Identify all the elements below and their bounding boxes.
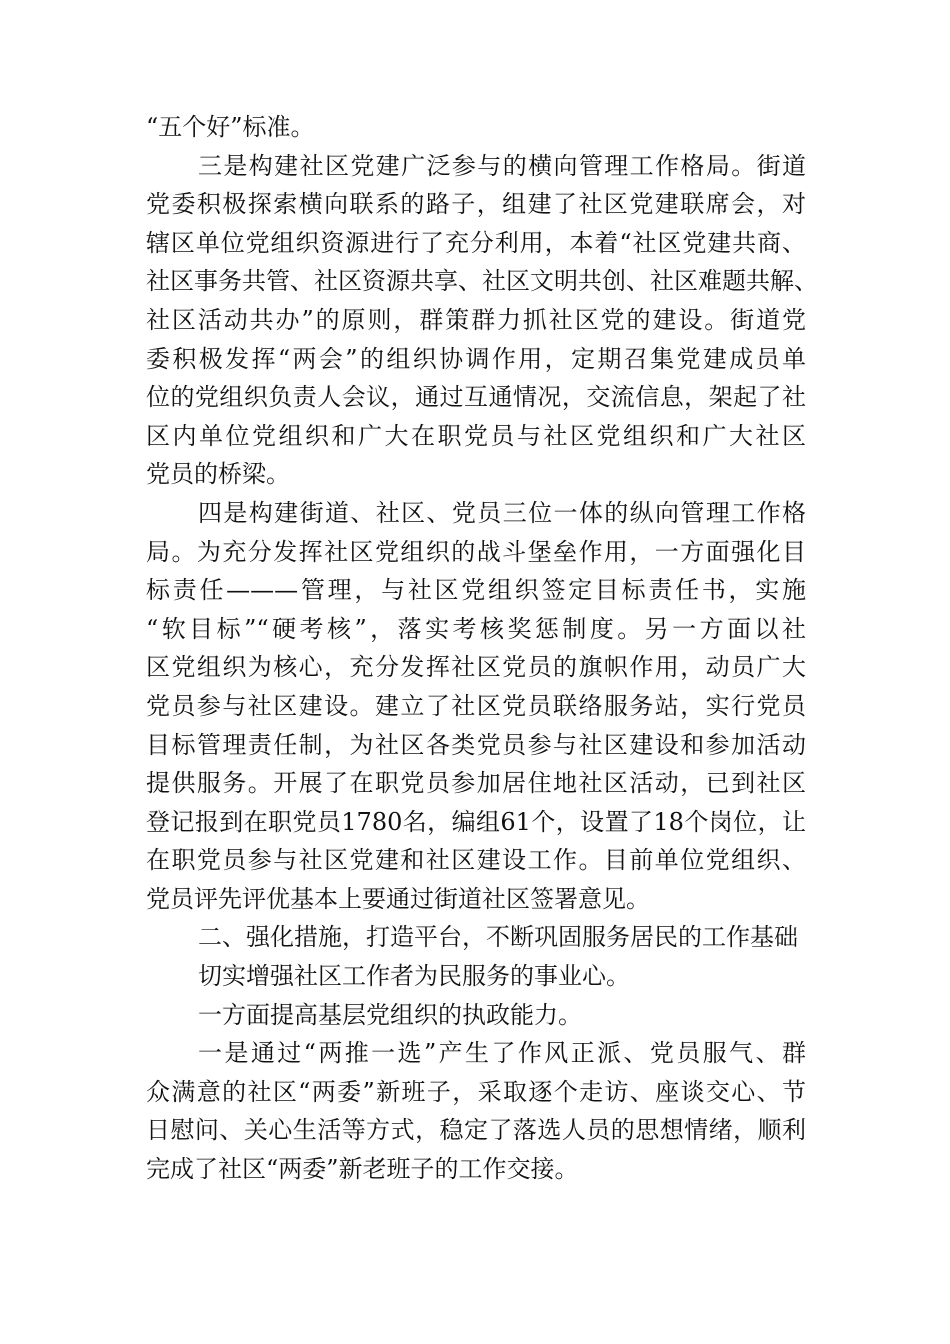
text-line: “五个好”标准。 — [146, 113, 315, 141]
text-line: 社区事务共管、社区资源共享、社区文明共创、社区难题共解、 — [146, 267, 818, 296]
text-line: 社区活动共办”的原则，群策群力抓社区党的建设。街道党 — [146, 305, 806, 334]
text-line: 区党组织为核心，充分发挥社区党员的旗帜作用，动员广大 — [146, 653, 806, 682]
text-line: 四是构建街道、社区、党员三位一体的纵向管理工作格 — [198, 498, 806, 527]
text-line: 辖区单位党组织资源进行了充分利用，本着“社区党建共商、 — [146, 228, 806, 257]
text-line: 党员参与社区建设。建立了社区党员联络服务站，实行党员 — [146, 691, 806, 720]
text-line: 日慰问、关心生活等方式，稳定了落选人员的思想情绪，顺利 — [146, 1116, 806, 1145]
text-line: 区内单位党组织和广大在职党员与社区党组织和广大社区 — [146, 421, 806, 450]
text-line: 提供服务。开展了在职党员参加居住地社区活动，已到社区 — [146, 769, 806, 798]
text-line: 党员评先评优基本上要通过街道社区签署意见。 — [146, 884, 650, 913]
text-line: “软目标”“硬考核”，落实考核奖惩制度。另一方面以社 — [146, 614, 806, 643]
text-line: 在职党员参与社区党建和社区建设工作。目前单位党组织、 — [146, 846, 806, 875]
text-line: 登记报到在职党员1780名，编组61个，设置了18个岗位，让 — [146, 807, 806, 836]
text-line: 一是通过“两推一选”产生了作风正派、党员服气、群 — [198, 1039, 806, 1068]
text-line: 目标管理责任制，为社区各类党员参与社区建设和参加活动 — [146, 730, 806, 759]
text-line: 三是构建社区党建广泛参与的横向管理工作格局。街道 — [198, 151, 806, 180]
text-line: 完成了社区“两委”新老班子的工作交接。 — [146, 1155, 579, 1184]
text-line: 标责任———管理，与社区党组织签定目标责任书，实施 — [146, 576, 806, 605]
text-line: 党员的桥梁。 — [146, 460, 290, 489]
text-line: 切实增强社区工作者为民服务的事业心。 — [198, 962, 630, 991]
text-line: 众满意的社区“两委”新班子，采取逐个走访、座谈交心、节 — [146, 1077, 806, 1106]
document-body — [146, 108, 818, 1189]
text-line: 党委积极探索横向联系的路子，组建了社区党建联席会，对 — [146, 190, 806, 219]
text-line: 位的党组织负责人会议，通过互通情况，交流信息，架起了社 — [146, 383, 806, 412]
text-line: 二、强化措施，打造平台，不断巩固服务居民的工作基础 — [198, 923, 798, 952]
text-line: 委积极发挥“两会”的组织协调作用，定期召集党建成员单 — [146, 344, 806, 373]
text-line: 一方面提高基层党组织的执政能力。 — [198, 1000, 582, 1029]
text-line: 局。为充分发挥社区党组织的战斗堡垒作用，一方面强化目 — [146, 537, 806, 566]
